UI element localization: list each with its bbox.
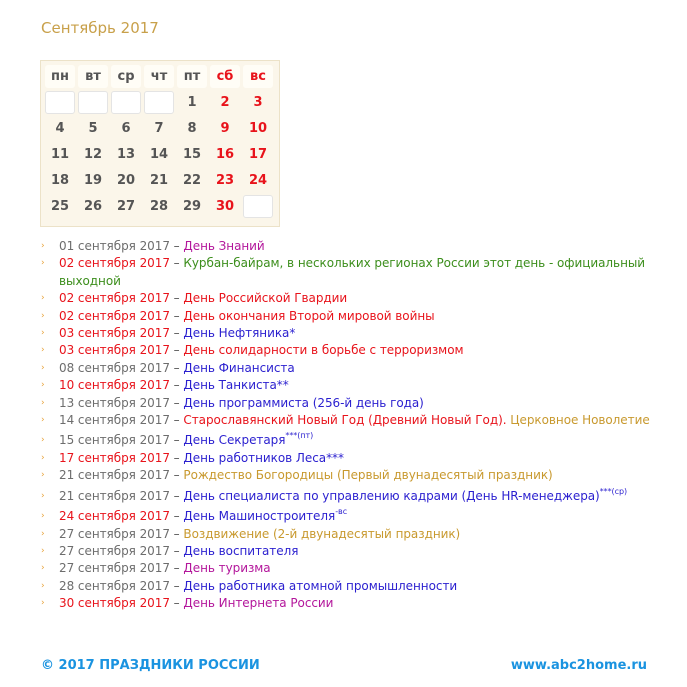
event-dash: – (169, 526, 184, 541)
event-link[interactable]: День работников Леса*** (183, 450, 344, 465)
calendar-day[interactable]: 27 (116, 199, 136, 214)
calendar-day[interactable]: 3 (253, 95, 263, 110)
event-date: 10 сентября 2017 (59, 378, 170, 393)
list-item (41, 508, 661, 525)
list-item (41, 412, 661, 429)
arrow-bullet-icon: › (41, 528, 45, 539)
calendar-day[interactable]: 21 (149, 173, 169, 188)
event-dash: – (169, 509, 184, 524)
arrow-bullet-icon: › (41, 598, 45, 609)
calendar-day[interactable]: 23 (215, 173, 235, 188)
list-item (41, 450, 661, 467)
calendar-day[interactable]: 6 (121, 121, 131, 136)
event-date: 13 сентября 2017 (59, 395, 170, 410)
event-date: 21 сентября 2017 (59, 468, 170, 483)
calendar-empty-cell (45, 91, 75, 114)
event-date: 30 сентября 2017 (59, 596, 170, 611)
event-dash: – (169, 543, 184, 558)
calendar-day[interactable]: 19 (83, 173, 103, 188)
event-date: 27 сентября 2017 (59, 561, 170, 576)
event-footnote: ***(ср) (599, 486, 628, 496)
arrow-bullet-icon: › (41, 435, 45, 446)
list-item (41, 578, 661, 595)
event-date: 08 сентября 2017 (59, 360, 170, 375)
list-item (41, 255, 661, 290)
arrow-bullet-icon: › (41, 362, 45, 373)
event-dash: – (169, 291, 184, 306)
event-link[interactable]: День Интернета России (183, 596, 334, 611)
event-link[interactable]: День Нефтяника* (183, 326, 296, 341)
event-link[interactable]: День Российской Гвардии (183, 291, 348, 306)
event-link[interactable]: День Финансиста (183, 360, 295, 375)
event-link[interactable]: День воспитателя (183, 543, 299, 558)
calendar-day[interactable]: 15 (182, 147, 202, 162)
calendar-empty-cell (111, 91, 141, 114)
list-item (41, 560, 661, 577)
weekday-sat: сб (210, 65, 240, 88)
arrow-bullet-icon: › (41, 563, 45, 574)
arrow-bullet-icon: › (41, 345, 45, 356)
calendar-day[interactable]: 14 (149, 147, 169, 162)
event-dash: – (169, 360, 184, 375)
arrow-bullet-icon: › (41, 241, 45, 251)
list-item (41, 360, 661, 377)
event-date: 24 сентября 2017 (59, 509, 170, 524)
calendar-day[interactable]: 10 (248, 121, 268, 136)
page-title: Сентябрь 2017 (41, 19, 159, 37)
event-link[interactable]: Курбан-байрам, в нескольких регионах России этот день - официальный выходной (59, 256, 646, 288)
arrow-bullet-icon: › (41, 293, 45, 304)
event-footnote: ***(пт) (285, 431, 314, 441)
event-dash: – (169, 413, 184, 428)
event-link[interactable]: День туризма (183, 561, 271, 576)
calendar-day[interactable]: 24 (248, 173, 268, 188)
event-dash: – (169, 433, 184, 448)
arrow-bullet-icon: › (41, 258, 45, 269)
calendar-day[interactable]: 17 (248, 147, 268, 162)
calendar-day[interactable]: 2 (220, 95, 230, 110)
arrow-bullet-icon: › (41, 511, 45, 522)
event-date: 03 сентября 2017 (59, 343, 170, 358)
event-dash: – (169, 256, 184, 271)
event-date: 14 сентября 2017 (59, 413, 170, 428)
calendar-day[interactable]: 22 (182, 173, 202, 188)
event-date: 27 сентября 2017 (59, 543, 170, 558)
calendar-empty-cell (144, 91, 174, 114)
calendar-day[interactable]: 26 (83, 199, 103, 214)
arrow-bullet-icon: › (41, 490, 45, 501)
arrow-bullet-icon: › (41, 452, 45, 463)
event-date: 03 сентября 2017 (59, 326, 170, 341)
event-dash: – (169, 488, 184, 503)
event-footnote: -вс (335, 507, 348, 517)
arrow-bullet-icon: › (41, 470, 45, 481)
event-dash: – (169, 395, 184, 410)
event-link[interactable]: День специалиста по управлению кадрами (День HR-менеджера) (183, 488, 600, 503)
list-item (41, 543, 661, 560)
list-item (41, 526, 661, 543)
event-dash: – (169, 468, 184, 483)
list-item (41, 467, 661, 484)
event-link[interactable]: Рождество Богородицы (Первый двунадесятый праздник) (183, 468, 553, 483)
event-link[interactable]: День окончания Второй мировой войны (183, 308, 435, 323)
arrow-bullet-icon: › (41, 545, 45, 556)
calendar-day[interactable]: 29 (182, 199, 202, 214)
arrow-bullet-icon: › (41, 415, 45, 426)
event-dash: – (169, 450, 184, 465)
calendar-day[interactable]: 28 (149, 199, 169, 214)
calendar-day[interactable]: 9 (220, 121, 230, 136)
event-dash: – (169, 239, 184, 253)
weekday-fri: пт (177, 65, 207, 88)
event-link[interactable]: День Знаний (183, 239, 265, 253)
calendar-day[interactable]: 12 (83, 147, 103, 162)
month-calendar (40, 60, 280, 227)
event-date: 15 сентября 2017 (59, 433, 170, 448)
list-item (41, 238, 661, 255)
event-date: 01 сентября 2017 (59, 239, 170, 253)
weekday-mon: пн (45, 65, 75, 88)
event-link[interactable]: Старославянский Новый Год (Древний Новый Год). (183, 413, 507, 428)
calendar-day[interactable]: 30 (215, 199, 235, 214)
footer-copyright-link[interactable]: © 2017 ПРАЗДНИКИ РОССИИ (41, 658, 260, 673)
calendar-day[interactable]: 1 (187, 95, 197, 110)
event-link[interactable]: День Танкиста** (183, 378, 289, 393)
arrow-bullet-icon: › (41, 580, 45, 591)
calendar-day[interactable]: 13 (116, 147, 136, 162)
list-item (41, 432, 661, 449)
event-link[interactable]: День Машиностроителя (183, 509, 336, 524)
weekday-thu: чт (144, 65, 174, 88)
list-item (41, 595, 661, 612)
event-link[interactable]: Воздвижение (2-й двунадесятый праздник) (183, 526, 461, 541)
event-link[interactable]: День Секретаря (183, 433, 286, 448)
list-item (41, 488, 661, 505)
event-dash: – (169, 578, 184, 593)
event-link[interactable]: День солидарности в борьбе с терроризмом (183, 343, 464, 358)
event-dash: – (169, 326, 184, 341)
event-date: 21 сентября 2017 (59, 488, 170, 503)
calendar-day[interactable]: 4 (55, 121, 65, 136)
event-date: 02 сентября 2017 (59, 308, 170, 323)
event-date: 28 сентября 2017 (59, 578, 170, 593)
calendar-day[interactable]: 18 (50, 173, 70, 188)
event-link-secondary[interactable]: Церковное Новолетие (506, 413, 650, 428)
event-date: 02 сентября 2017 (59, 256, 170, 271)
arrow-bullet-icon: › (41, 397, 45, 408)
footer-site-link[interactable]: www.abc2home.ru (510, 658, 647, 673)
calendar-day[interactable]: 11 (50, 147, 70, 162)
event-date: 02 сентября 2017 (59, 291, 170, 306)
event-dash: – (169, 343, 184, 358)
calendar-day[interactable]: 20 (116, 173, 136, 188)
event-dash: – (169, 378, 184, 393)
calendar-day[interactable]: 7 (154, 121, 164, 136)
event-dash: – (169, 561, 184, 576)
arrow-bullet-icon: › (41, 328, 45, 339)
list-item (41, 290, 661, 307)
calendar-day[interactable]: 5 (88, 121, 98, 136)
list-item (41, 395, 661, 412)
calendar-empty-cell (243, 195, 273, 218)
event-link[interactable]: День работника атомной промышленности (183, 578, 458, 593)
calendar-day[interactable]: 25 (50, 199, 70, 214)
event-dash: – (169, 308, 184, 323)
calendar-day[interactable]: 8 (187, 121, 197, 136)
arrow-bullet-icon: › (41, 310, 45, 321)
weekday-wed: ср (111, 65, 141, 88)
event-date: 27 сентября 2017 (59, 526, 170, 541)
event-link[interactable]: День программиста (256-й день года) (183, 395, 424, 410)
event-date: 17 сентября 2017 (59, 450, 170, 465)
holiday-list (41, 238, 661, 613)
event-dash: – (169, 596, 184, 611)
list-item (41, 325, 661, 342)
calendar-empty-cell (78, 91, 108, 114)
list-item (41, 308, 661, 325)
arrow-bullet-icon: › (41, 380, 45, 391)
weekday-tue: вт (78, 65, 108, 88)
list-item (41, 377, 661, 394)
weekday-sun: вс (243, 65, 273, 88)
calendar-day[interactable]: 16 (215, 147, 235, 162)
list-item (41, 342, 661, 359)
